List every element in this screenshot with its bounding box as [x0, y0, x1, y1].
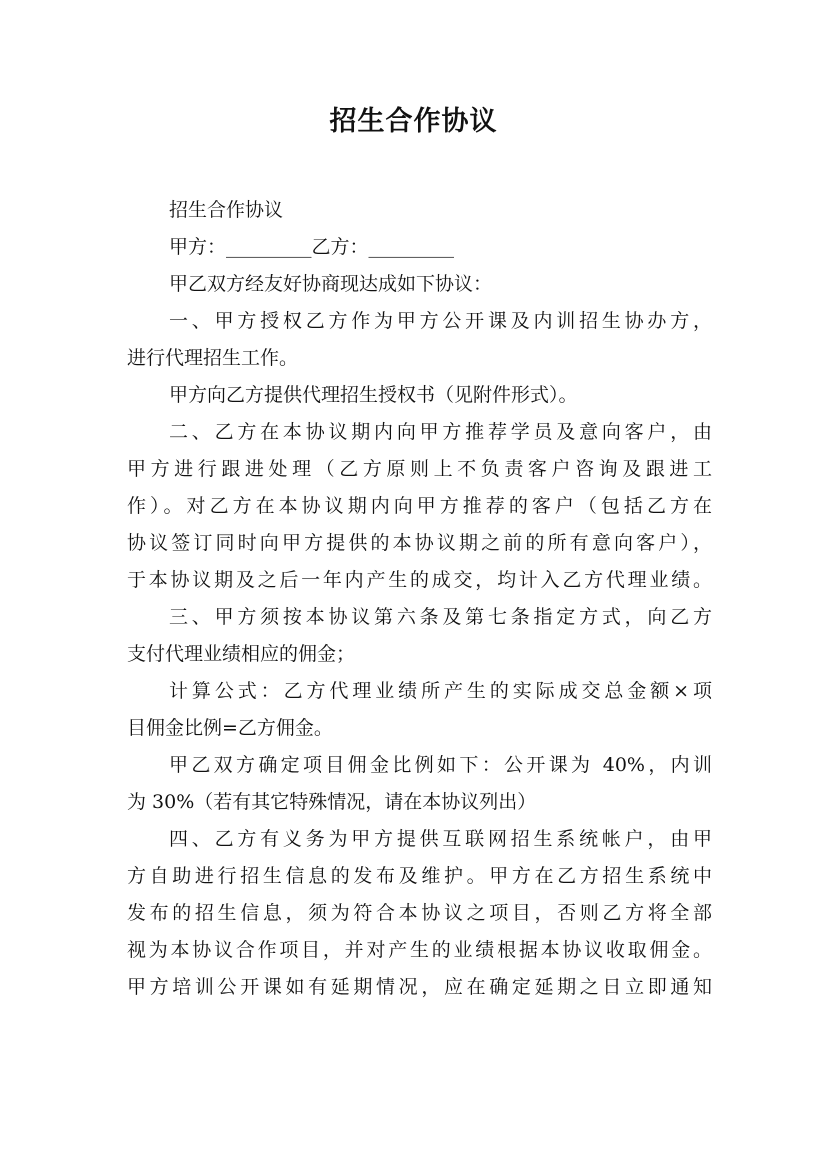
text-line: 支付代理业绩相应的佣金；	[127, 643, 356, 665]
text-line: 甲方：_________乙方：_________	[169, 236, 455, 258]
document-title: 招生合作协议	[329, 106, 498, 137]
text-line: 方自助进行招生信息的发布及维护。甲方在乙方招生系统中	[127, 865, 712, 887]
text-line: 甲方进行跟进处理（乙方原则上不负责客户咨询及跟进工	[127, 458, 712, 480]
text-line: 视为本协议合作项目，并对产生的业绩根据本协议收取佣金。	[127, 939, 712, 961]
text-line: 甲方培训公开课如有延期情况，应在确定延期之日立即通知	[127, 976, 712, 998]
text-line: 招生合作协议	[169, 199, 284, 221]
text-line: 于本协议期及之后一年内产生的成交，均计入乙方代理业绩。	[127, 569, 712, 591]
text-line: 计算公式：乙方代理业绩所产生的实际成交总金额×项	[169, 680, 712, 702]
text-line: 二、乙方在本协议期内向甲方推荐学员及意向客户，由	[169, 421, 712, 443]
text-line: 为 30%（若有其它特殊情况，请在本协议列出）	[127, 791, 537, 813]
text-line: 三、甲方须按本协议第六条及第七条指定方式，向乙方	[169, 606, 712, 628]
text-line: 目佣金比例=乙方佣金。	[127, 717, 333, 739]
text-line: 四、乙方有义务为甲方提供互联网招生系统帐户，由甲	[169, 828, 712, 850]
document-body	[127, 192, 712, 1006]
text-line: 甲方向乙方提供代理招生授权书（见附件形式）。	[169, 384, 578, 406]
text-line: 一、甲方授权乙方作为甲方公开课及内训招生协办方，	[169, 310, 712, 332]
text-line: 甲乙双方经友好协商现达成如下协议：	[169, 273, 493, 295]
text-line: 进行代理招生工作。	[127, 347, 299, 369]
text-line: 协议签订同时向甲方提供的本协议期之前的所有意向客户），	[127, 532, 712, 554]
text-line: 作）。对乙方在本协议期内向甲方推荐的客户（包括乙方在	[127, 495, 712, 517]
text-line: 甲乙双方确定项目佣金比例如下：公开课为 40%，内训	[169, 754, 712, 776]
text-line: 发布的招生信息，须为符合本协议之项目，否则乙方将全部	[127, 902, 712, 924]
